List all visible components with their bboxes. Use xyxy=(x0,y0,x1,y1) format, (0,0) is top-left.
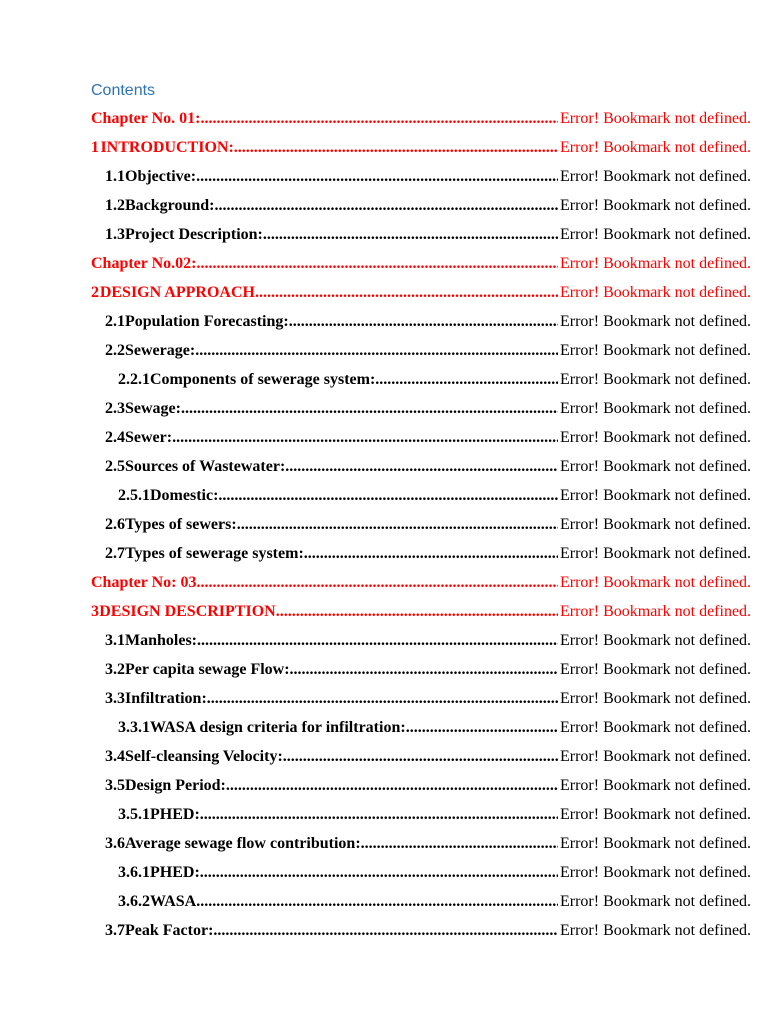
toc-entry-number: 2.2.1 xyxy=(118,370,150,388)
toc-entry[interactable] xyxy=(0,858,768,887)
toc-entry-page-ref: Error! Bookmark not defined. xyxy=(560,138,752,156)
toc-entry-label xyxy=(0,516,558,534)
toc-entry-title: Domestic: xyxy=(150,486,219,504)
toc-entry-page-ref: Error! Bookmark not defined. xyxy=(560,718,752,736)
toc-entry[interactable] xyxy=(0,568,768,597)
toc-entry[interactable] xyxy=(0,423,768,452)
toc-entry-page-ref: Error! Bookmark not defined. xyxy=(560,631,752,649)
toc-leader-dots xyxy=(234,139,558,157)
toc-entry-title: Population Forecasting: xyxy=(125,312,289,330)
toc-entry-page-ref: Error! Bookmark not defined. xyxy=(560,921,752,939)
toc-entry-title: Design Period: xyxy=(125,776,226,794)
toc-entry-number: 3.6.1 xyxy=(118,863,150,881)
toc-entry-title: Project Description: xyxy=(125,225,263,243)
table-of-contents xyxy=(0,104,768,945)
toc-entry-page-ref: Error! Bookmark not defined. xyxy=(560,283,752,301)
toc-entry[interactable] xyxy=(0,597,768,626)
toc-entry-number: 3.1 xyxy=(105,631,125,649)
toc-entry[interactable] xyxy=(0,742,768,771)
toc-entry-title: WASA design criteria for infiltration: xyxy=(150,718,406,736)
toc-entry-number: 2.1 xyxy=(105,312,125,330)
toc-entry[interactable] xyxy=(0,133,768,162)
toc-entry-page-ref: Error! Bookmark not defined. xyxy=(560,747,752,765)
toc-entry[interactable] xyxy=(0,539,768,568)
toc-leader-dots xyxy=(196,574,558,592)
toc-entry-number: 3.3.1 xyxy=(118,718,150,736)
toc-leader-dots xyxy=(406,719,558,737)
toc-leader-dots xyxy=(197,632,558,650)
toc-entry-label xyxy=(0,690,558,708)
toc-entry-page-ref: Error! Bookmark not defined. xyxy=(560,602,752,620)
toc-entry-label xyxy=(0,110,558,128)
toc-entry-page-ref: Error! Bookmark not defined. xyxy=(560,486,752,504)
toc-entry-title: DESIGN DESCRIPTION xyxy=(99,602,276,620)
toc-entry-page-ref: Error! Bookmark not defined. xyxy=(560,428,752,446)
toc-entry[interactable] xyxy=(0,336,768,365)
toc-entry-label xyxy=(0,197,558,215)
toc-leader-dots xyxy=(200,806,558,824)
toc-entry-number: 2 xyxy=(91,283,99,301)
toc-entry-label xyxy=(0,806,558,824)
toc-entry-title: Chapter No: 03 xyxy=(91,573,197,591)
toc-entry-title: Average sewage flow contribution: xyxy=(125,834,361,852)
toc-entry[interactable] xyxy=(0,249,768,278)
toc-entry-number: 2.3 xyxy=(105,399,125,417)
toc-entry-label xyxy=(0,342,558,360)
toc-entry-title: Objective: xyxy=(125,167,197,185)
toc-leader-dots xyxy=(263,226,558,244)
toc-entry-page-ref: Error! Bookmark not defined. xyxy=(560,892,752,910)
toc-leader-dots xyxy=(172,429,558,447)
toc-entry[interactable] xyxy=(0,626,768,655)
toc-entry-number: 3.3 xyxy=(105,689,125,707)
toc-entry-page-ref: Error! Bookmark not defined. xyxy=(560,805,752,823)
toc-entry[interactable] xyxy=(0,771,768,800)
toc-leader-dots xyxy=(237,516,558,534)
toc-leader-dots xyxy=(289,313,558,331)
toc-entry-title: Self-cleansing Velocity: xyxy=(125,747,283,765)
toc-entry-title: Background: xyxy=(125,196,215,214)
toc-entry-page-ref: Error! Bookmark not defined. xyxy=(560,254,752,272)
toc-entry[interactable] xyxy=(0,655,768,684)
toc-entry-title: Sewerage: xyxy=(125,341,196,359)
toc-entry-number: 1.2 xyxy=(105,196,125,214)
toc-entry-title: Sewage: xyxy=(125,399,181,417)
toc-leader-dots xyxy=(304,545,558,563)
toc-leader-dots xyxy=(290,661,558,679)
toc-entry-label xyxy=(0,284,558,302)
toc-entry[interactable] xyxy=(0,800,768,829)
toc-entry-label xyxy=(0,168,558,186)
toc-leader-dots xyxy=(196,168,558,186)
toc-entry-number: 2.6 xyxy=(105,515,125,533)
toc-entry-page-ref: Error! Bookmark not defined. xyxy=(560,225,752,243)
toc-leader-dots xyxy=(196,893,558,911)
toc-entry-number: 3.7 xyxy=(105,921,125,939)
toc-entry-number: 3.6 xyxy=(105,834,125,852)
toc-entry-title: PHED: xyxy=(150,805,200,823)
toc-entry-page-ref: Error! Bookmark not defined. xyxy=(560,689,752,707)
toc-leader-dots xyxy=(213,922,558,940)
toc-leader-dots xyxy=(196,255,558,273)
toc-entry[interactable] xyxy=(0,684,768,713)
toc-entry-page-ref: Error! Bookmark not defined. xyxy=(560,167,752,185)
toc-entry-label xyxy=(0,632,558,650)
toc-leader-dots xyxy=(255,284,558,302)
toc-entry[interactable] xyxy=(0,162,768,191)
toc-leader-dots xyxy=(361,835,558,853)
toc-entry[interactable] xyxy=(0,713,768,742)
toc-entry-label xyxy=(0,429,558,447)
toc-entry-title: Chapter No.02: xyxy=(91,254,197,272)
toc-leader-dots xyxy=(285,458,558,476)
toc-entry-page-ref: Error! Bookmark not defined. xyxy=(560,370,752,388)
toc-entry[interactable] xyxy=(0,365,768,394)
toc-leader-dots xyxy=(200,864,558,882)
toc-entry-label xyxy=(0,139,558,157)
toc-entry-label xyxy=(0,458,558,476)
toc-entry-number: 3.5.1 xyxy=(118,805,150,823)
toc-entry-label xyxy=(0,719,558,737)
toc-entry-number: 3.6.2 xyxy=(118,892,150,910)
toc-entry-page-ref: Error! Bookmark not defined. xyxy=(560,457,752,475)
toc-entry-page-ref: Error! Bookmark not defined. xyxy=(560,776,752,794)
toc-entry-label xyxy=(0,313,558,331)
toc-entry-page-ref: Error! Bookmark not defined. xyxy=(560,573,752,591)
toc-entry[interactable] xyxy=(0,452,768,481)
toc-entry-title: INTRODUCTION: xyxy=(100,138,234,156)
toc-entry-title: Sources of Wastewater: xyxy=(125,457,286,475)
toc-entry-title: Types of sewers: xyxy=(125,515,237,533)
toc-entry-page-ref: Error! Bookmark not defined. xyxy=(560,109,752,127)
toc-entry-label xyxy=(0,255,558,273)
toc-entry[interactable] xyxy=(0,307,768,336)
toc-entry-label xyxy=(0,371,558,389)
toc-entry-title: Types of sewerage system: xyxy=(125,544,304,562)
toc-entry[interactable] xyxy=(0,278,768,307)
toc-entry-title: Manholes: xyxy=(125,631,197,649)
toc-entry[interactable] xyxy=(0,510,768,539)
toc-entry-label xyxy=(0,864,558,882)
toc-entry[interactable] xyxy=(0,887,768,916)
toc-entry-page-ref: Error! Bookmark not defined. xyxy=(560,312,752,330)
toc-entry-number: 1.1 xyxy=(105,167,125,185)
toc-entry-label xyxy=(0,922,558,940)
toc-entry[interactable] xyxy=(0,481,768,510)
toc-entry[interactable] xyxy=(0,104,768,133)
toc-leader-dots xyxy=(207,690,558,708)
toc-heading: Contents xyxy=(91,82,156,99)
toc-entry-label xyxy=(0,545,558,563)
toc-entry-number: 2.4 xyxy=(105,428,125,446)
toc-leader-dots xyxy=(215,197,558,215)
toc-entry-title: Per capita sewage Flow: xyxy=(125,660,290,678)
toc-entry-title: Chapter No. 01: xyxy=(91,109,201,127)
toc-entry-title: Infiltration: xyxy=(125,689,207,707)
toc-entry[interactable] xyxy=(0,220,768,249)
toc-entry-number: 3.4 xyxy=(105,747,125,765)
toc-entry-label xyxy=(0,893,558,911)
toc-entry-page-ref: Error! Bookmark not defined. xyxy=(560,660,752,678)
toc-entry[interactable] xyxy=(0,916,768,945)
toc-entry-title: Sewer: xyxy=(125,428,173,446)
toc-entry-title: Components of sewerage system: xyxy=(150,370,376,388)
toc-entry-page-ref: Error! Bookmark not defined. xyxy=(560,515,752,533)
toc-entry-number: 1.3 xyxy=(105,225,125,243)
toc-entry-title: WASA xyxy=(150,892,197,910)
toc-leader-dots xyxy=(181,400,558,418)
toc-leader-dots xyxy=(200,110,558,128)
toc-entry-label xyxy=(0,574,558,592)
toc-entry-label xyxy=(0,487,558,505)
toc-entry-page-ref: Error! Bookmark not defined. xyxy=(560,196,752,214)
toc-leader-dots xyxy=(375,371,558,389)
toc-entry-label xyxy=(0,226,558,244)
toc-entry-label xyxy=(0,400,558,418)
toc-entry-page-ref: Error! Bookmark not defined. xyxy=(560,863,752,881)
toc-entry-number: 2.5.1 xyxy=(118,486,150,504)
toc-entry-label xyxy=(0,835,558,853)
toc-entry-title: DESIGN APPROACH xyxy=(99,283,255,301)
toc-entry-title: PHED: xyxy=(150,863,200,881)
toc-entry-number: 2.7 xyxy=(105,544,125,562)
toc-entry-number: 2.5 xyxy=(105,457,125,475)
toc-leader-dots xyxy=(218,487,558,505)
toc-entry-title: Peak Factor: xyxy=(125,921,214,939)
toc-entry-page-ref: Error! Bookmark not defined. xyxy=(560,834,752,852)
toc-leader-dots xyxy=(195,342,558,360)
toc-entry-number: 3 xyxy=(91,602,99,620)
toc-entry-label xyxy=(0,777,558,795)
toc-entry[interactable] xyxy=(0,829,768,858)
toc-entry-number: 3.2 xyxy=(105,660,125,678)
toc-leader-dots xyxy=(283,748,558,766)
toc-entry-label xyxy=(0,748,558,766)
toc-entry-number: 3.5 xyxy=(105,776,125,794)
toc-entry-number: 2.2 xyxy=(105,341,125,359)
toc-entry-page-ref: Error! Bookmark not defined. xyxy=(560,341,752,359)
toc-entry[interactable] xyxy=(0,191,768,220)
toc-entry[interactable] xyxy=(0,394,768,423)
toc-entry-label xyxy=(0,603,558,621)
toc-entry-label xyxy=(0,661,558,679)
toc-leader-dots xyxy=(226,777,558,795)
toc-entry-number: 1 xyxy=(91,138,99,156)
toc-entry-page-ref: Error! Bookmark not defined. xyxy=(560,399,752,417)
toc-entry-page-ref: Error! Bookmark not defined. xyxy=(560,544,752,562)
toc-leader-dots xyxy=(276,603,558,621)
